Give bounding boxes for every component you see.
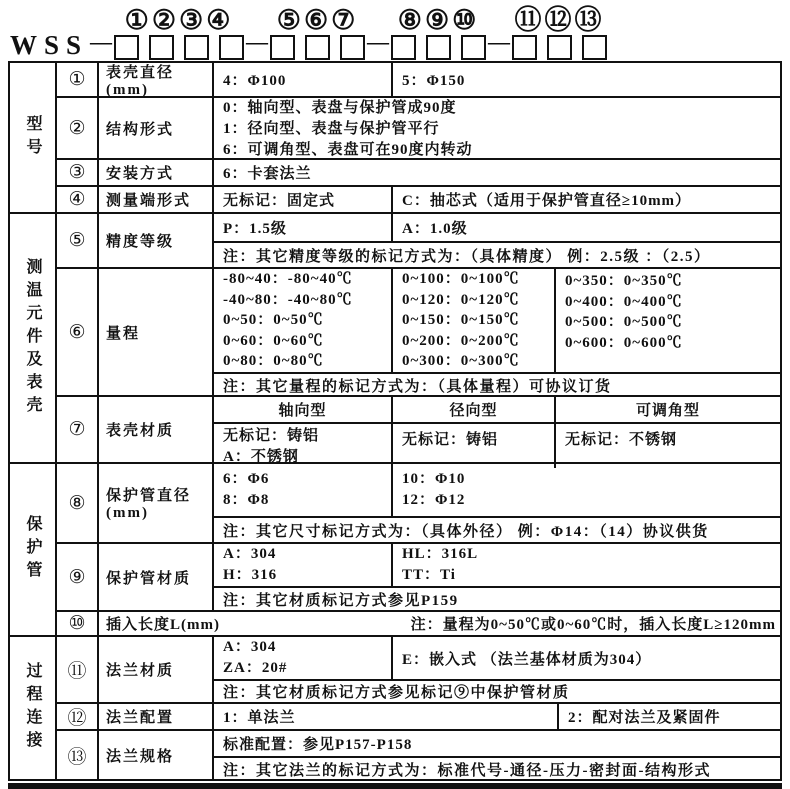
note-insertion-length: 注：量程为0~50℃或0~60℃时，插入长度L≥120mm bbox=[410, 617, 776, 633]
diameter-option: 8：Φ8 bbox=[223, 492, 270, 508]
code-boxes-group-2 bbox=[270, 35, 365, 60]
param-name: 法兰材质 bbox=[99, 637, 214, 702]
option-cell: P：1.5级 bbox=[223, 221, 287, 237]
row-4-sensing-end bbox=[57, 185, 780, 212]
material-cell bbox=[214, 637, 391, 679]
option-cell: C：抽芯式（适用于保护管直径≥10mm） bbox=[391, 187, 780, 212]
circle-numbers-11-13: ⑪⑫⑬ bbox=[514, 5, 605, 35]
param-name: 表壳直径(mm) bbox=[99, 63, 214, 96]
code-box bbox=[114, 35, 139, 60]
param-name bbox=[99, 464, 214, 542]
code-box bbox=[149, 35, 174, 60]
param-name: 量程 bbox=[99, 269, 214, 395]
code-box bbox=[512, 35, 537, 60]
code-box bbox=[340, 35, 365, 60]
insertion-length-cell bbox=[99, 612, 780, 635]
row-10-insertion-length bbox=[57, 610, 780, 635]
row-number: ⑦ bbox=[57, 397, 99, 462]
row-6-range bbox=[57, 267, 780, 395]
material-option: HL：316L bbox=[402, 546, 479, 562]
code-box bbox=[305, 35, 330, 60]
option-cell: 4：Φ100 bbox=[223, 73, 287, 89]
code-group-2 bbox=[270, 6, 365, 60]
material-cell bbox=[214, 544, 391, 586]
param-name: 保护管材质 bbox=[99, 544, 214, 610]
row-8-tube-diameter bbox=[57, 464, 780, 542]
range-item: 0~100：0~100℃ bbox=[402, 271, 520, 287]
option-cell: 6：卡套法兰 bbox=[223, 166, 312, 182]
range-item: 0~200：0~200℃ bbox=[402, 332, 520, 349]
model-code-header bbox=[8, 4, 782, 60]
range-item: 0~50：0~50℃ bbox=[223, 312, 324, 328]
row-3-mounting bbox=[57, 158, 780, 185]
subheader-adjustable: 可调角型 bbox=[554, 397, 780, 422]
code-box bbox=[461, 35, 486, 60]
param-name: 法兰配置 bbox=[99, 704, 214, 729]
code-box bbox=[547, 35, 572, 60]
material-option: A：304 bbox=[223, 546, 277, 562]
note-tube-diameter: 注：其它尺寸标记方式为：（具体外径） 例：Φ14：（14）协议供货 bbox=[223, 523, 709, 540]
range-item: 0~500：0~500℃ bbox=[565, 314, 683, 330]
note-accuracy: 注：其它精度等级的标记方式为：（具体精度） 例：2.5级 ：（2.5） bbox=[223, 248, 711, 265]
group-label-model: 型号 bbox=[10, 63, 57, 212]
material-option: 无标记：铸铝 bbox=[223, 428, 320, 444]
note-flange-spec: 注：其它法兰的标记方式为：标准代号-通径-压力-密封面-结构形式 bbox=[223, 763, 711, 779]
material-cell bbox=[391, 637, 780, 679]
row-number: ⑧ bbox=[57, 464, 99, 542]
row-number: ⑨ bbox=[57, 544, 99, 610]
row-13-flange-spec bbox=[57, 729, 780, 779]
row-number: ⑬ bbox=[57, 731, 99, 779]
param-name-line: 保护管直径 bbox=[106, 488, 192, 504]
option-cell: 2：配对法兰及紧固件 bbox=[557, 704, 780, 729]
material-option: A：不锈钢 bbox=[223, 449, 299, 465]
code-boxes-group-1 bbox=[114, 35, 244, 60]
bottom-rule bbox=[8, 783, 782, 789]
material-option: 无标记：不锈钢 bbox=[565, 432, 678, 448]
group-label-element-case: 测温元件及表壳 bbox=[10, 214, 57, 462]
code-separator: — bbox=[367, 29, 390, 54]
range-item: 0~400：0~400℃ bbox=[565, 293, 683, 310]
group-element-case bbox=[10, 212, 780, 465]
group-process-connection bbox=[10, 635, 780, 779]
row-7-case-material bbox=[57, 395, 780, 465]
option-cell: 1：单法兰 bbox=[223, 710, 296, 726]
material-cell bbox=[391, 424, 554, 468]
row-number: ② bbox=[57, 98, 99, 158]
row-1-case-diameter bbox=[57, 63, 780, 96]
param-name-line: (mm) bbox=[106, 505, 149, 521]
option-cell: 无标记：固定式 bbox=[223, 193, 336, 209]
range-column-3 bbox=[554, 269, 780, 372]
subheader-radial: 径向型 bbox=[391, 397, 554, 422]
range-item: 0~120：0~120℃ bbox=[402, 291, 520, 308]
row-number: ③ bbox=[57, 160, 99, 185]
option-line: 1：径向型、表盘与保护管平行 bbox=[223, 121, 440, 137]
material-option: A：304 bbox=[223, 639, 277, 655]
code-box bbox=[391, 35, 416, 60]
row-5-accuracy bbox=[57, 214, 780, 267]
range-item: 0~60：0~60℃ bbox=[223, 332, 324, 349]
param-name: 测量端形式 bbox=[99, 187, 214, 212]
param-name: 精度等级 bbox=[99, 214, 214, 267]
range-item: 0~300：0~300℃ bbox=[402, 353, 520, 369]
option-line: 6：可调角型、表盘可在90度内转动 bbox=[223, 142, 473, 158]
code-box bbox=[219, 35, 244, 60]
code-separator: — bbox=[488, 29, 511, 54]
note-range: 注：其它量程的标记方式为：（具体量程）可协议订货 bbox=[223, 378, 612, 395]
option-cell: A：1.0级 bbox=[391, 214, 780, 241]
material-option: E：嵌入式 （法兰基体材质为304） bbox=[402, 651, 652, 668]
code-separator: — bbox=[90, 29, 113, 54]
diameter-option: 6：Φ6 bbox=[223, 471, 270, 487]
range-item: -80~40：-80~40℃ bbox=[223, 271, 353, 287]
group-label-protection-tube: 保护管 bbox=[10, 464, 57, 635]
material-cell bbox=[554, 424, 780, 468]
code-separator: — bbox=[246, 29, 269, 54]
param-name: 插入长度L(mm) bbox=[106, 617, 220, 633]
code-box bbox=[184, 35, 209, 60]
code-group-1 bbox=[114, 6, 244, 60]
material-option: ZA：20# bbox=[223, 660, 288, 676]
note-tube-material: 注：其它材质标记方式参见P159 bbox=[223, 592, 459, 609]
option-line: 0：轴向型、表盘与保护管成90度 bbox=[223, 100, 457, 116]
param-name: 表壳材质 bbox=[99, 397, 214, 462]
diameter-option: 10：Φ10 bbox=[402, 471, 466, 487]
range-item: 0~150：0~150℃ bbox=[402, 312, 520, 328]
code-boxes-group-3 bbox=[391, 35, 486, 60]
material-option: H：316 bbox=[223, 567, 278, 583]
range-item: 0~80：0~80℃ bbox=[223, 353, 324, 369]
range-item: 0~350：0~350℃ bbox=[565, 273, 683, 289]
param-name: 结构形式 bbox=[99, 98, 214, 158]
material-option: TT：Ti bbox=[402, 567, 456, 583]
material-cell bbox=[214, 424, 391, 468]
flange-standard-config: 标准配置：参见P157-P158 bbox=[223, 737, 413, 753]
row-12-flange-config bbox=[57, 702, 780, 729]
row-number: ① bbox=[57, 63, 99, 96]
group-protection-tube bbox=[10, 462, 780, 635]
circle-numbers-5-7: ⑤⑥⑦ bbox=[276, 5, 359, 35]
code-box bbox=[582, 35, 607, 60]
row-number: ⑩ bbox=[57, 612, 99, 635]
material-option: 无标记：铸铝 bbox=[402, 432, 499, 448]
circle-numbers-8-10: ⑧⑨⑩ bbox=[397, 5, 480, 35]
row-number: ⑫ bbox=[57, 704, 99, 729]
row-number: ⑪ bbox=[57, 637, 99, 702]
code-group-3 bbox=[391, 6, 486, 60]
row-number: ⑥ bbox=[57, 269, 99, 395]
code-boxes-group-4 bbox=[512, 35, 607, 60]
code-box bbox=[270, 35, 295, 60]
model-prefix: WSS bbox=[10, 30, 89, 60]
subheader-axial: 轴向型 bbox=[278, 403, 327, 419]
row-2-structure bbox=[57, 96, 780, 158]
circle-numbers-1-4: ①②③④ bbox=[124, 5, 234, 35]
row-number: ④ bbox=[57, 187, 99, 212]
range-item: -40~80：-40~80℃ bbox=[223, 291, 353, 308]
diameter-cell bbox=[391, 464, 780, 516]
code-group-4 bbox=[512, 6, 607, 60]
code-box bbox=[426, 35, 451, 60]
group-label-process-connection: 过程连接 bbox=[10, 637, 57, 779]
note-flange-material: 注：其它材质标记方式参见标记⑨中保护管材质 bbox=[223, 685, 570, 701]
param-name: 安装方式 bbox=[99, 160, 214, 185]
range-column-2 bbox=[391, 269, 554, 372]
param-name: 法兰规格 bbox=[99, 731, 214, 779]
spec-table bbox=[8, 61, 782, 781]
row-9-tube-material bbox=[57, 542, 780, 610]
range-column-1 bbox=[214, 269, 391, 372]
row-11-flange-material bbox=[57, 637, 780, 702]
diameter-option: 12：Φ12 bbox=[402, 492, 466, 508]
row-number: ⑤ bbox=[57, 214, 99, 267]
range-item: 0~600：0~600℃ bbox=[565, 334, 683, 351]
option-cell: 5：Φ150 bbox=[391, 63, 780, 96]
diameter-cell bbox=[214, 464, 391, 516]
material-cell bbox=[391, 544, 780, 586]
option-cell bbox=[214, 98, 780, 161]
group-model bbox=[10, 63, 780, 212]
